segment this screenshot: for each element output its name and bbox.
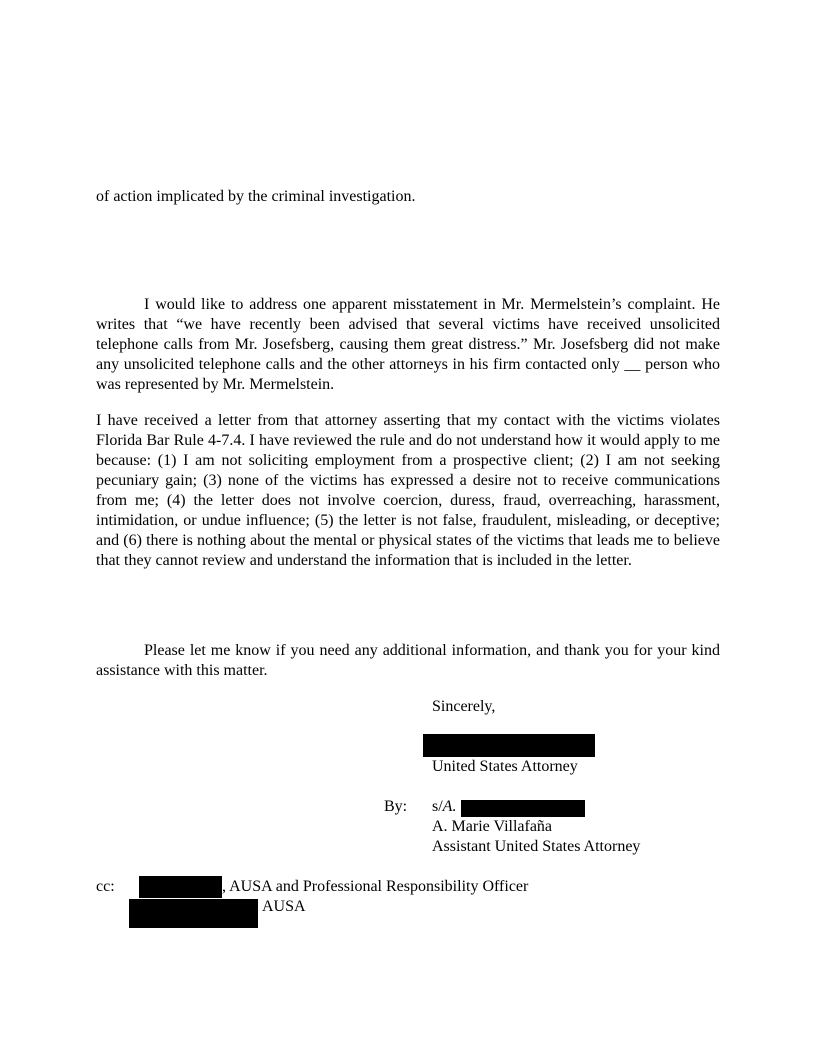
paragraph-closing-request: Please let me know if you need any additional information, and thank you for your kind assistance with this matter. bbox=[96, 642, 720, 679]
signer-title: Assistant United States Attorney bbox=[432, 838, 641, 855]
signature-line bbox=[432, 797, 456, 817]
signature-initial: A. bbox=[442, 798, 457, 815]
paragraph-bar-rule: I have received a letter from that attorney asserting that my contact with the victims violates Florida Bar Rule 4-7.4. I have reviewed the rule and do not understand how it would apply to me because: (1) I am not soliciting employment from a prospective client; (2) I am not seeking pecuniary gain; (3) none of the victims has expressed a desire not to receive communications from me; (4) the letter does not involve coercion, duress, fraud, overreaching, harassment, intimidation, or undue influence; (5) the letter is not false, fraudulent, misleading, or deceptive; and (6) there is nothing about the mental or physical states of the victims that leads me to believe that they cannot review and understand the information that is included in the letter. bbox=[96, 412, 720, 569]
paragraph-misstatement: I would like to address one apparent misstatement in Mr. Mermelstein’s complaint. He writes that “we have recently been advised that several victims have received unsolicited telephone calls from Mr. Josefsberg, causing them great distress.” Mr. Josefsberg did not make any unsolicited telephone calls and the other attorneys in his firm contacted only __ person who was represented by Mr. Mermelstein. bbox=[96, 296, 720, 393]
redacted-name-block bbox=[423, 734, 595, 757]
continued-text-line: of action implicated by the criminal investigation. bbox=[96, 188, 416, 205]
by-label: By: bbox=[384, 798, 408, 815]
signer-name: A. Marie Villafaña bbox=[432, 818, 553, 835]
signature-prefix: s/ bbox=[432, 798, 443, 815]
redacted-signature-block bbox=[461, 800, 585, 817]
redacted-cc-name-2 bbox=[129, 899, 258, 928]
cc-line-2-text: AUSA bbox=[262, 898, 306, 915]
redacted-cc-name-1 bbox=[139, 876, 222, 898]
office-title: United States Attorney bbox=[432, 758, 578, 775]
cc-label: cc: bbox=[96, 878, 115, 895]
cc-line-1-text: , AUSA and Professional Responsibility Officer bbox=[222, 878, 529, 895]
sincerely-line: Sincerely, bbox=[432, 698, 496, 715]
